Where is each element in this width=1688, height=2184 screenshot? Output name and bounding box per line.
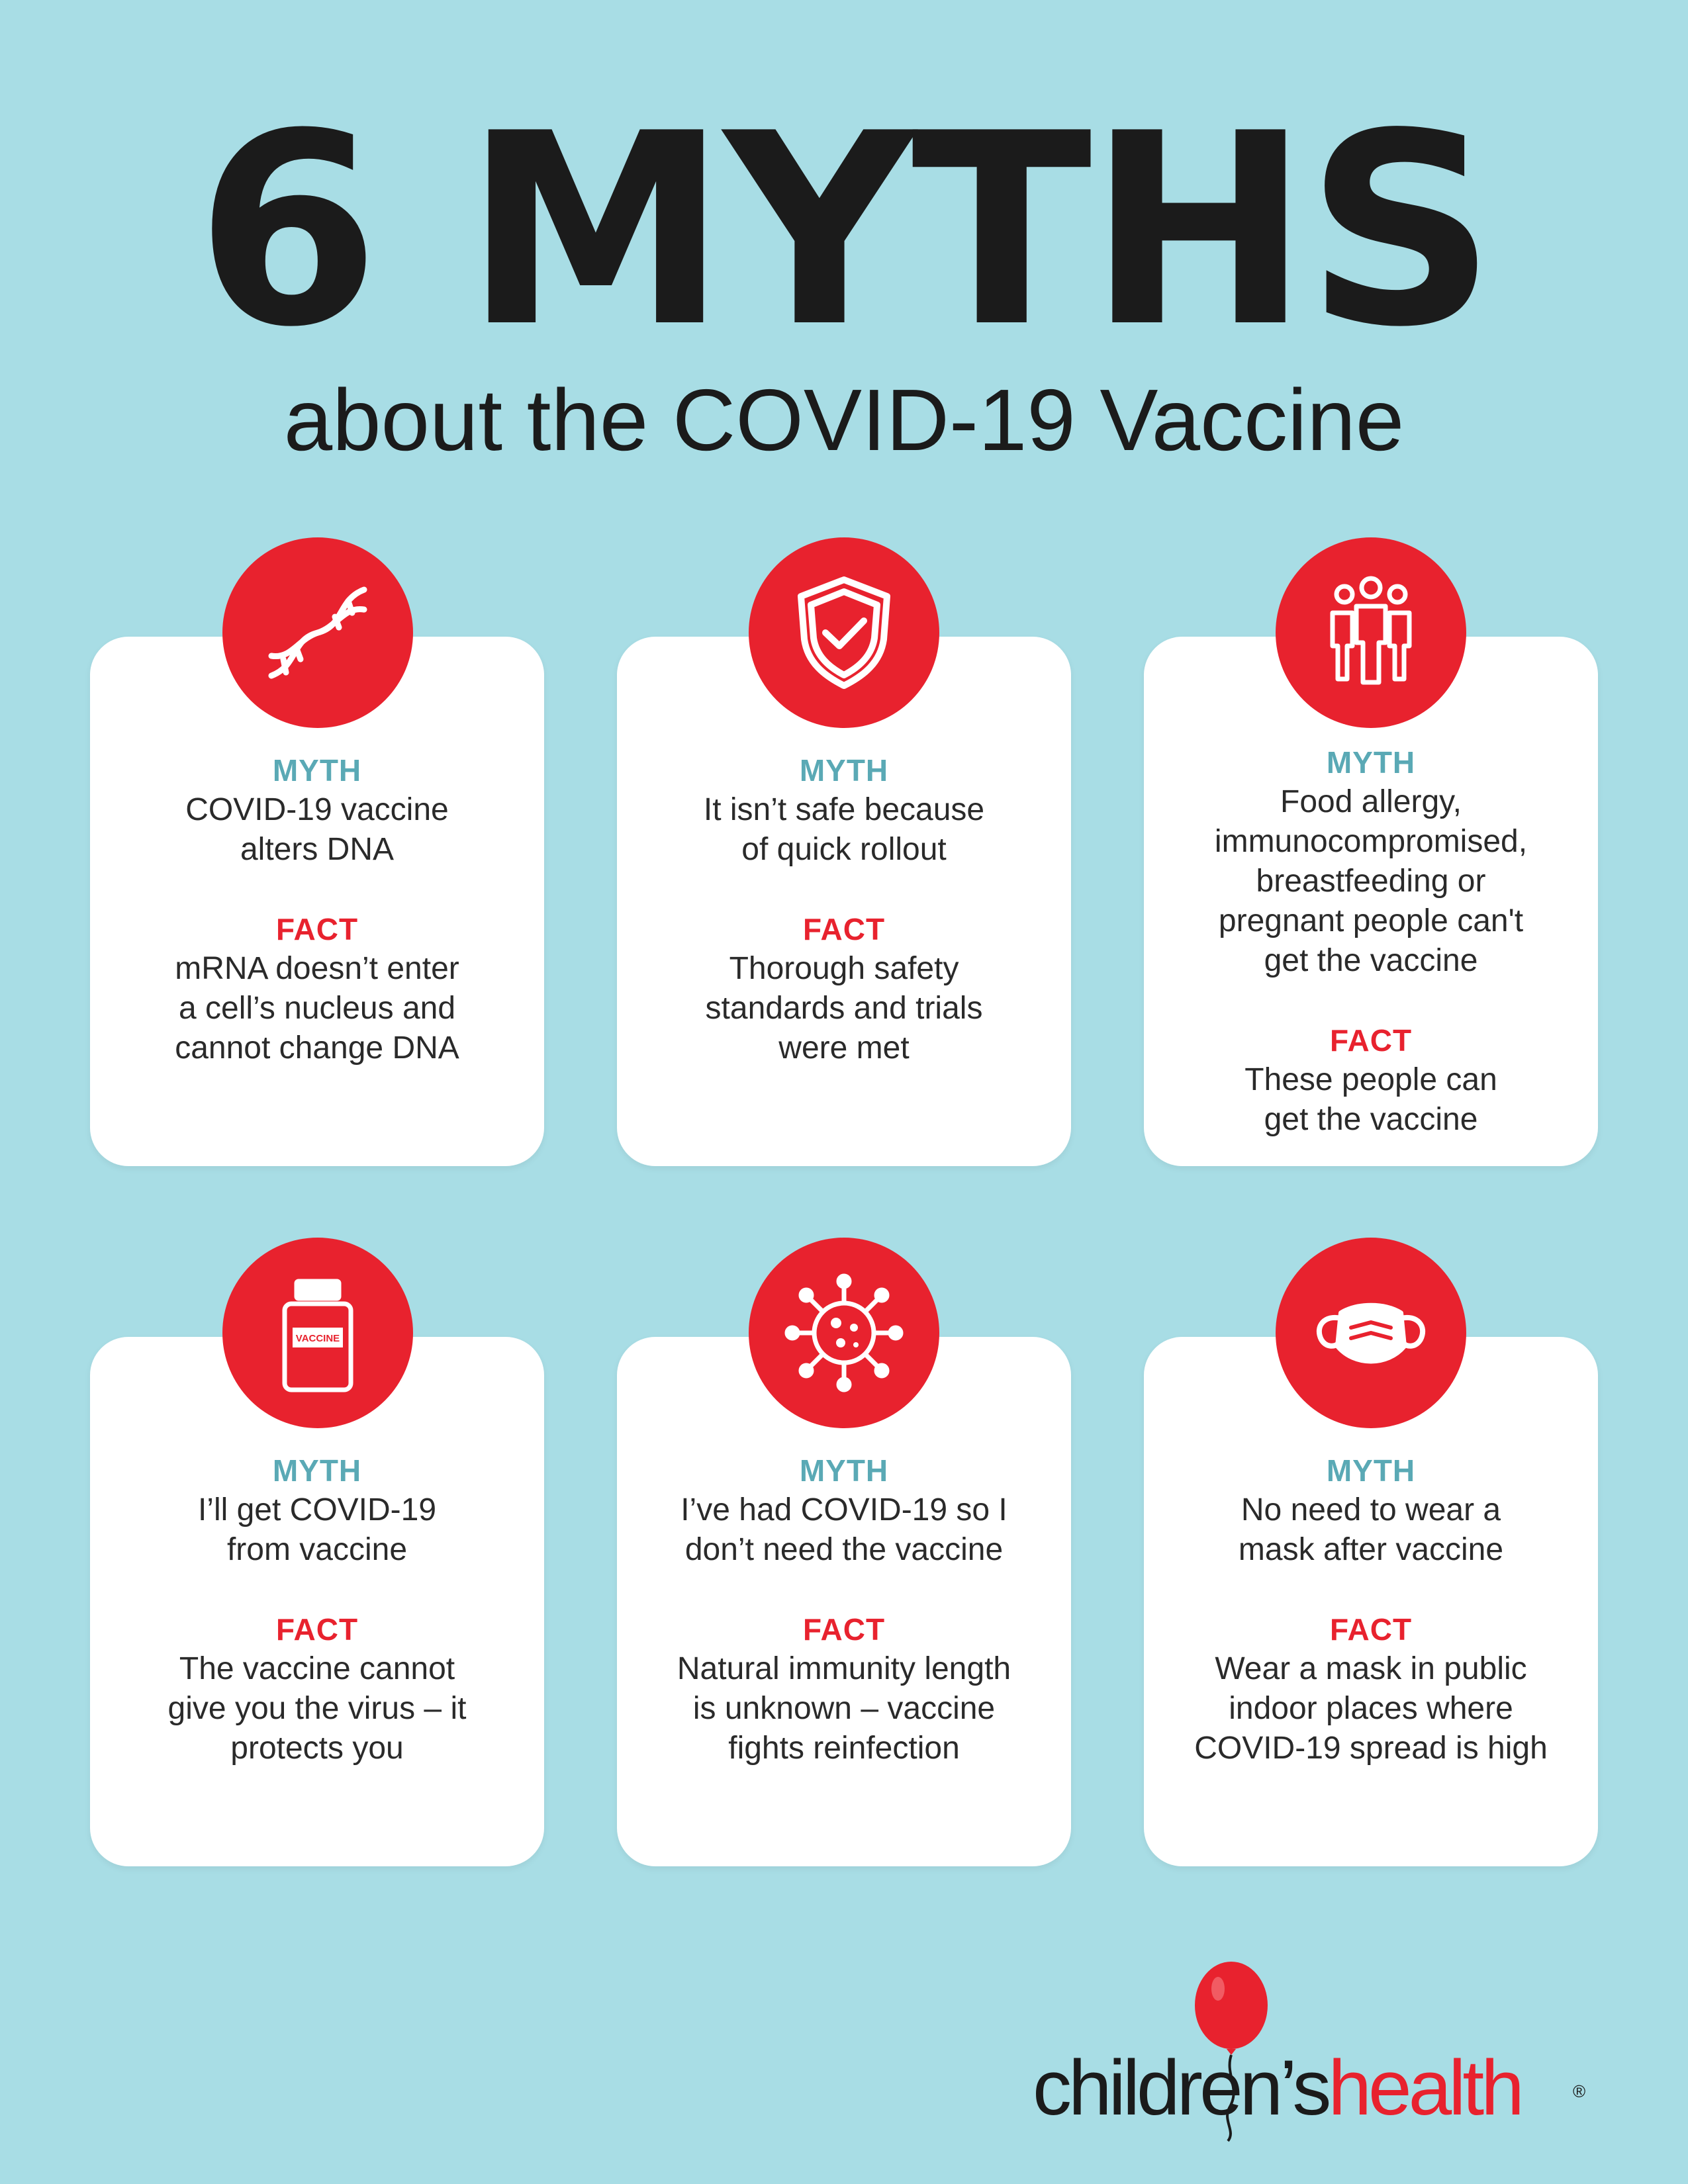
myth-text: COVID-19 vaccine alters DNA xyxy=(185,792,449,867)
virus-icon xyxy=(749,1238,939,1428)
fact-label: FACT xyxy=(802,912,886,946)
myth-label: MYTH xyxy=(799,1453,889,1488)
vaccine-bottle-icon xyxy=(222,1238,413,1428)
myth-label: MYTH xyxy=(1326,745,1416,780)
fact-label: FACT xyxy=(1329,1023,1413,1058)
face-mask-icon xyxy=(1276,1238,1466,1428)
fact-label: FACT xyxy=(802,1612,886,1647)
fact-text: The vaccine cannot give you the virus – it protects you xyxy=(167,1651,467,1766)
fact-text: Natural immunity length is unknown – vaccine fights reinfection xyxy=(677,1651,1011,1766)
fact-text: Wear a mask in public indoor places where COVID-19 spread is high xyxy=(1194,1651,1548,1766)
myth-label: MYTH xyxy=(799,753,889,788)
people-group-icon xyxy=(1276,537,1466,728)
fact-text: These people can get the vaccine xyxy=(1244,1062,1497,1137)
childrens-health-logo xyxy=(1033,2012,1595,2144)
myth-text: No need to wear a mask after vaccine xyxy=(1238,1492,1504,1567)
fact-text: mRNA doesn’t enter a cell’s nucleus and cannot change DNA xyxy=(175,951,459,1066)
myth-text: Food allergy, immunocompromised, breastfeeding or pregnant people can't get the vaccine xyxy=(1214,784,1528,978)
logo-text-childrens: children’s xyxy=(1033,2044,1329,2132)
shield-check-icon xyxy=(749,537,939,728)
dna-icon xyxy=(222,537,413,728)
myth-label: MYTH xyxy=(272,1453,362,1488)
page-subtitle: about the COVID-19 Vaccine xyxy=(283,371,1405,469)
fact-label: FACT xyxy=(275,1612,359,1647)
page-title: 6 MYTHS xyxy=(195,77,1493,385)
fact-text: Thorough safety standards and trials were met xyxy=(705,951,983,1066)
myth-label: MYTH xyxy=(272,753,362,788)
myth-text: I’ve had COVID-19 so I don’t need the vaccine xyxy=(680,1492,1008,1567)
fact-label: FACT xyxy=(275,912,359,946)
myth-label: MYTH xyxy=(1326,1453,1416,1488)
registered-mark: ® xyxy=(1573,2081,1586,2101)
myth-text: It isn’t safe because of quick rollout xyxy=(703,792,985,867)
fact-label: FACT xyxy=(1329,1612,1413,1647)
myth-text: I’ll get COVID-19 from vaccine xyxy=(197,1492,437,1567)
vaccine-label-text: VACCINE xyxy=(295,1333,340,1344)
logo-text-health: health xyxy=(1328,2044,1521,2132)
